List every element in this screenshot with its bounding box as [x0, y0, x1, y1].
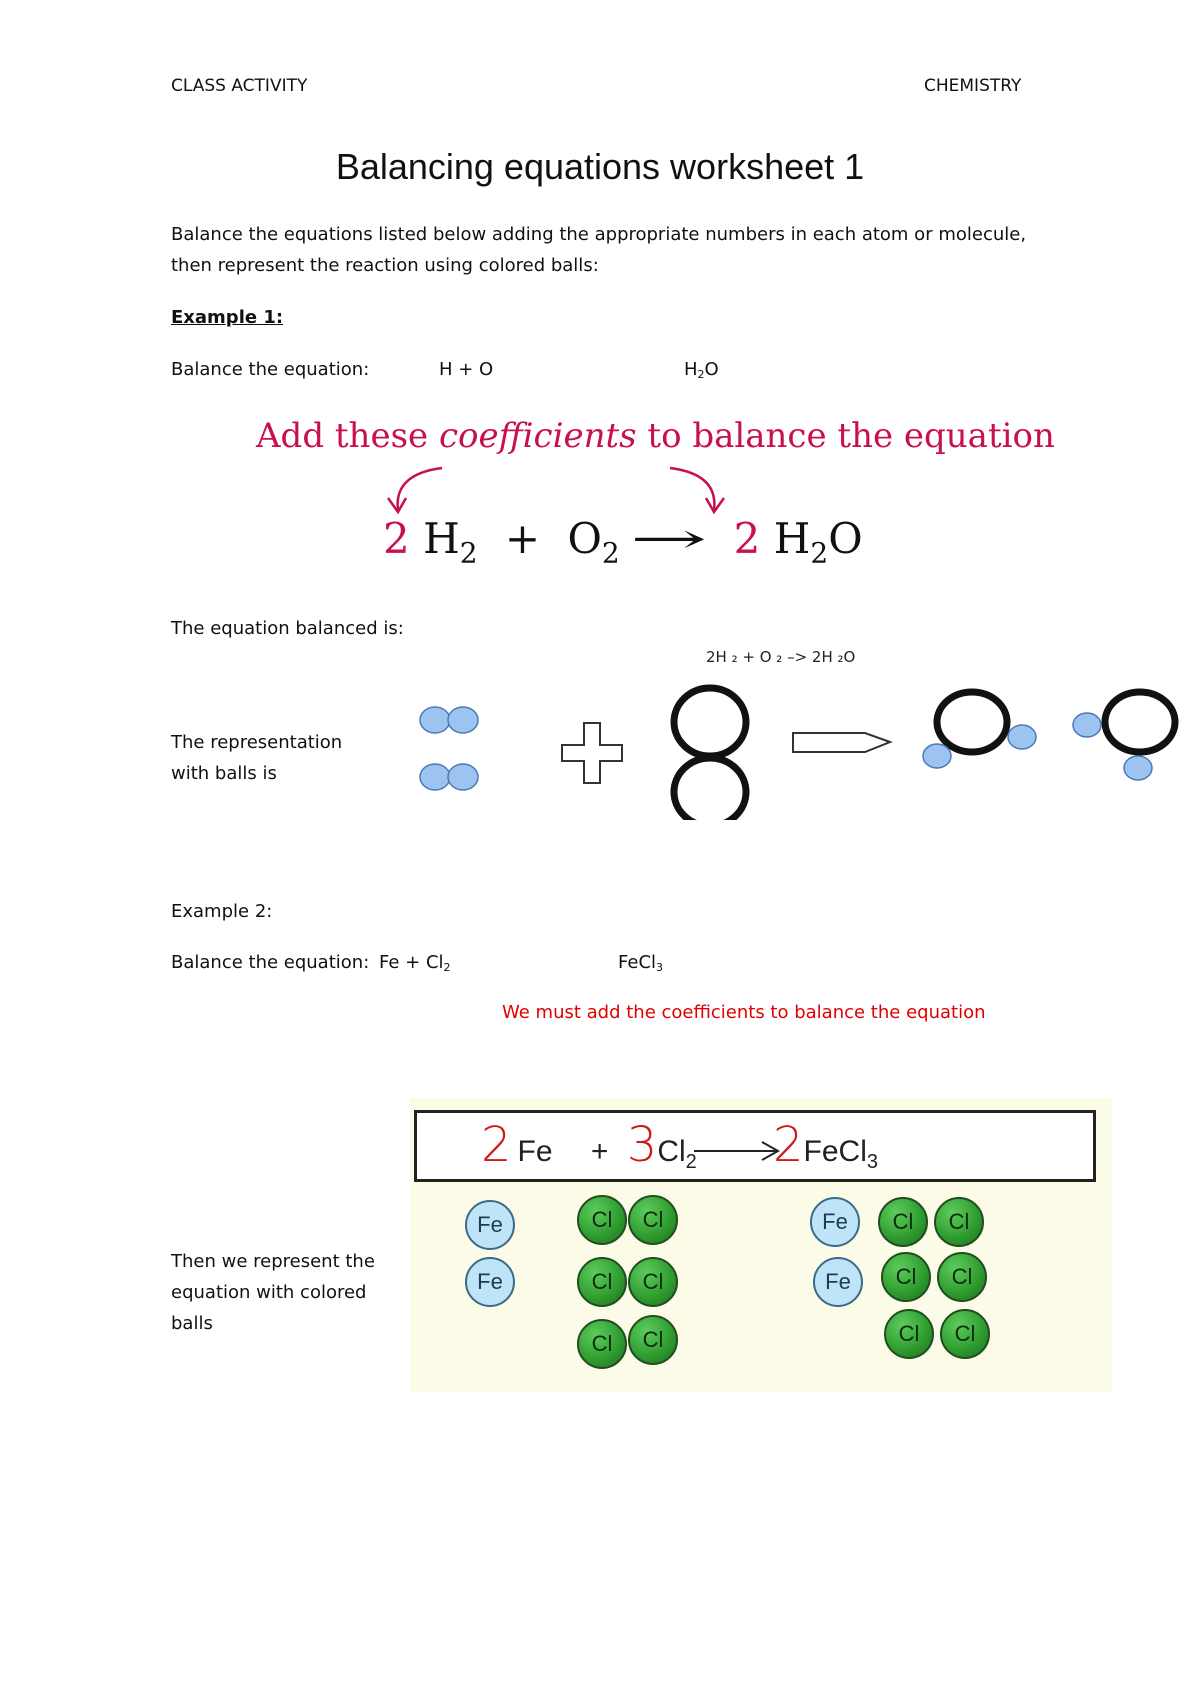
intro-text — [171, 219, 1026, 281]
cl-ball: Cl — [884, 1309, 934, 1359]
plus-icon — [562, 723, 622, 783]
cl-ball: Cl — [577, 1195, 627, 1245]
ball-representation-1 — [400, 670, 1200, 820]
fe-ball: Fe — [810, 1197, 860, 1247]
cl-ball: Cl — [628, 1315, 678, 1365]
fe-ball: Fe — [465, 1200, 515, 1250]
repr-text-2: Then we represent the equation with colored balls — [171, 1251, 375, 1334]
cl-ball: Cl — [878, 1197, 928, 1247]
example2-product: FeCl$_3$ — [618, 952, 664, 974]
right-curved-arrow — [670, 468, 714, 510]
cl-ball: Cl — [577, 1319, 627, 1369]
intro-line-1: Balance the equations listed below adding the appropriate numbers in each atom or molecule, — [171, 224, 1027, 245]
header-left: CLASS ACTIVITY — [171, 76, 308, 96]
balanced-equation-figure: 2 $H_2 + O_2 \to 2$ $H_2O$ — [383, 514, 863, 570]
h2-molecule — [420, 764, 478, 790]
cl-ball: Cl — [628, 1195, 678, 1245]
cl-ball: Cl — [628, 1257, 678, 1307]
fecl3-product: 2FeCl$_3$ — [773, 1117, 879, 1173]
cl-ball: Cl — [881, 1252, 931, 1302]
coefficients-caption: Add these coefficients to balance the equation — [256, 416, 1055, 456]
fecl3-equation-box — [414, 1110, 1096, 1182]
cl-ball: Cl — [577, 1257, 627, 1307]
example2-reactants: $Fe + Cl_2$ — [379, 952, 451, 974]
balanced-label: The equation balanced is: — [171, 618, 404, 639]
reaction-arrow-outline — [793, 733, 890, 752]
example2-label: Balance the equation: — [171, 952, 370, 973]
cl-ball: Cl — [934, 1197, 984, 1247]
coef-fe: 2 — [481, 1117, 512, 1173]
coefficients-note: We must add the coefficients to balance the equation — [502, 1002, 986, 1023]
fecl3-equation: 2 $Fe + 3Cl_2$ — [481, 1117, 697, 1173]
coef-h2o: 2 — [733, 514, 761, 563]
reaction-arrow: → — [629, 514, 708, 563]
coef-cl2: 3 — [626, 1117, 658, 1173]
example1-heading: Example 1: — [171, 307, 284, 328]
example1-product: $H_2O$ — [684, 359, 719, 381]
repr-text-1: The representation with balls is — [171, 732, 343, 784]
fe-ball: Fe — [465, 1257, 515, 1307]
coef-fecl3: 2 — [773, 1117, 804, 1173]
cl-ball: Cl — [940, 1309, 990, 1359]
example2-heading: Example 2: — [171, 901, 273, 922]
h2o-molecule — [1073, 692, 1175, 780]
fecl3-arrow — [692, 1139, 782, 1169]
page-title: Balancing equations worksheet 1 — [335, 146, 865, 187]
left-curved-arrow — [398, 468, 442, 510]
cl-ball: Cl — [937, 1252, 987, 1302]
h2-molecule — [420, 707, 478, 733]
header-right: CHEMISTRY — [924, 76, 1022, 96]
coef-h2: 2 — [383, 514, 410, 563]
small-equation: 2H ₂ + O ₂ –> 2H ₂O — [706, 648, 856, 666]
coefficient-arrows — [380, 458, 740, 518]
fe-ball: Fe — [813, 1257, 863, 1307]
example1-label: Balance the equation: — [171, 359, 370, 380]
fecl3-balls — [410, 1185, 1112, 1395]
h2o-molecule — [923, 692, 1036, 768]
intro-line-2: then represent the reaction using colored balls: — [171, 255, 599, 276]
o2-molecule — [674, 688, 746, 820]
example1-reactants: H + O — [439, 359, 494, 380]
